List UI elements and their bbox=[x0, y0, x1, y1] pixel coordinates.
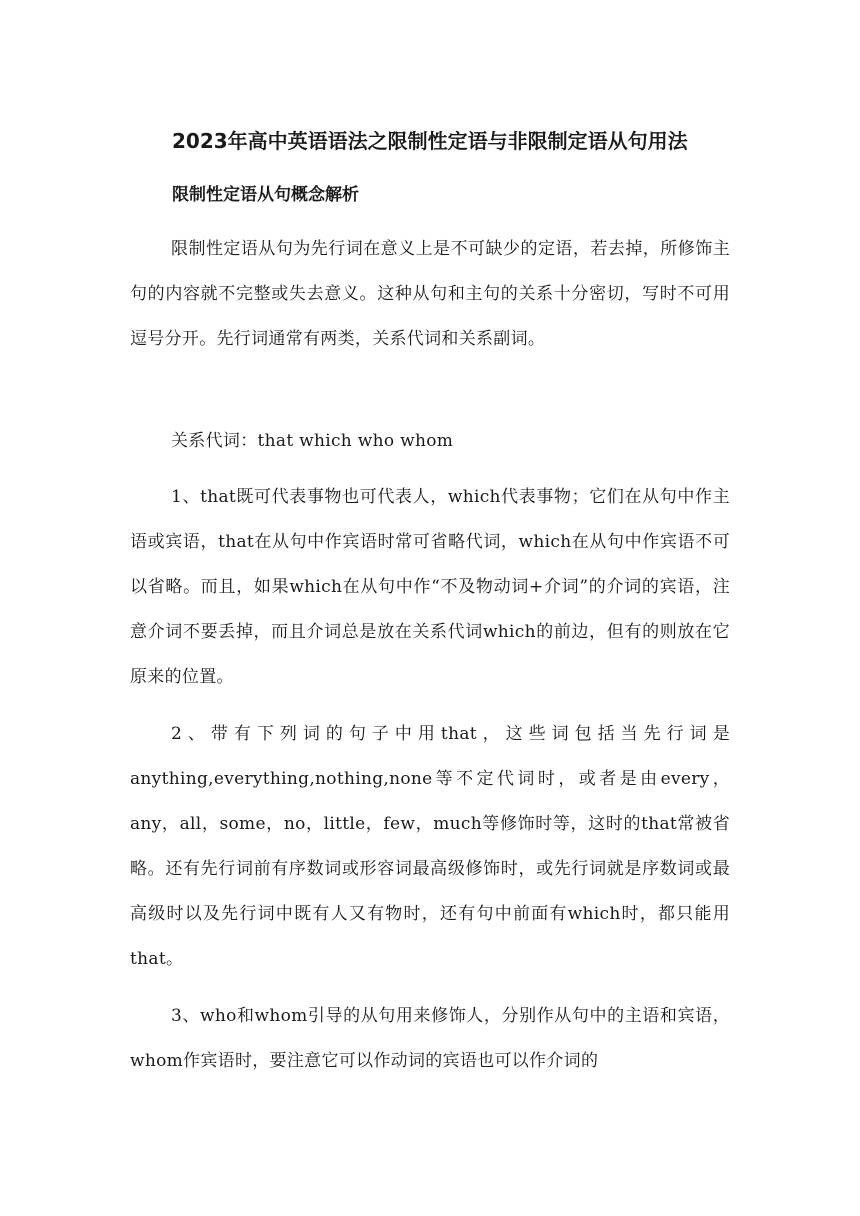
paragraph-rule-3: 3、who和whom引导的从句用来修饰人，分别作从句中的主语和宾语，whom作宾语时，要注意它可以作动词的宾语也可以作介词的 bbox=[130, 1006, 730, 1071]
paragraph-rule-1: 1、that既可代表事物也可代表人，which代表事物；它们在从句中作主语或宾语，that在从句中作宾语时常可省略代词，which在从句中作宾语不可以省略。而且，如果which在从句中作“不及物动词+介词”的介词的宾语，注意介词不要丢掉，而且介词总是放在关系代词which的前边，但有的则放在它原来的位置。 bbox=[130, 487, 730, 687]
section-heading: 限制性定语从句概念解析 bbox=[172, 185, 359, 205]
paragraph-relative-pronouns: 关系代词：that which who whom bbox=[171, 431, 454, 451]
paragraph-rule-2: 2、带有下列词的句子中用that，这些词包括当先行词是anything,everything,nothing,none等不定代词时，或者是由every，any，all，some，no，little，few，much等修饰时等，这时的that常被省略。还有先行词前有序数词或形容词最高级修饰时，或先行词就是序数词或最高级时以及先行词中既有人又有物时，还有句中前面有which时，都只能用that。 bbox=[130, 724, 730, 969]
document-title: 2023年高中英语语法之限制性定语与非限制定语从句用法 bbox=[172, 129, 688, 153]
paragraph-definition: 限制性定语从句为先行词在意义上是不可缺少的定语，若去掉，所修饰主句的内容就不完整或失去意义。这种从句和主句的关系十分密切，写时不可用逗号分开。先行词通常有两类，关系代词和关系副词。 bbox=[130, 239, 730, 349]
